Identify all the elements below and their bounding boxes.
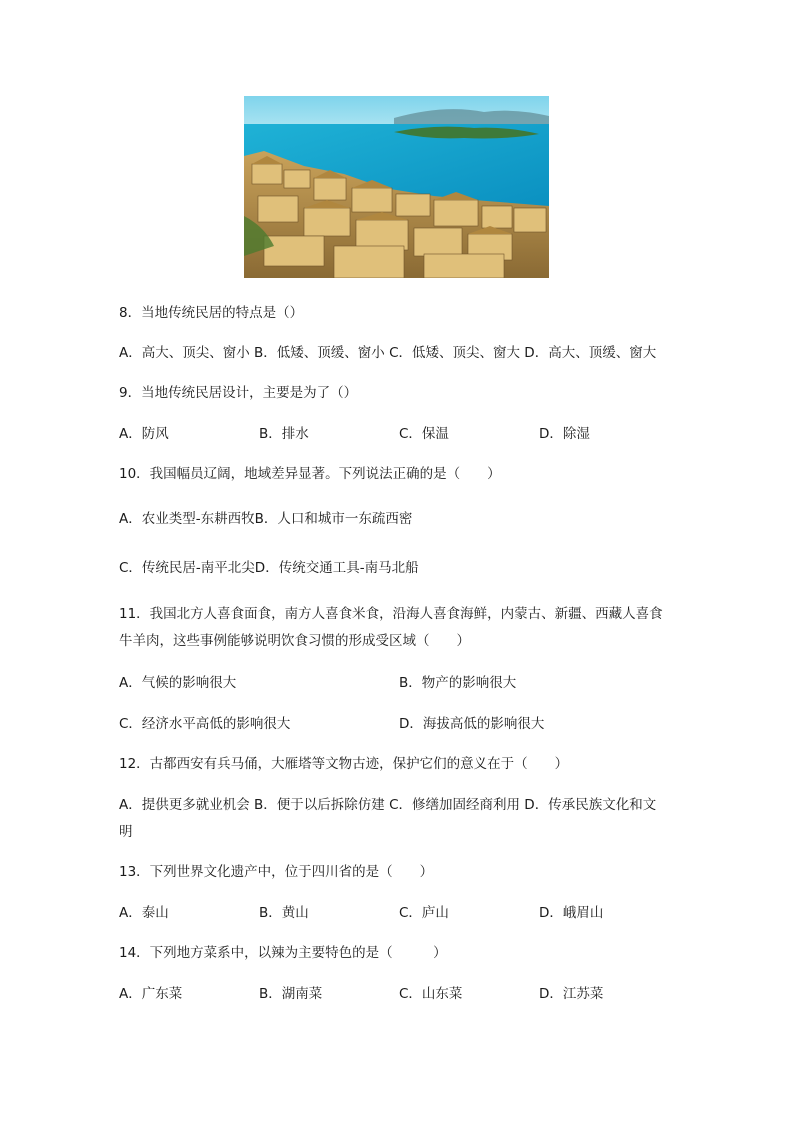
question-11-option-d: D．海拔高低的影响很大	[399, 716, 545, 732]
question-12-options-line-1: A．提供更多就业机会 B．便于以后拆除仿建 C．修缮加固经商利用 D．传承民族文化和文	[119, 797, 657, 813]
question-10-options-line-2: C．传统民居-南平北尖D．传统交通工具-南马北船	[119, 560, 419, 576]
question-13-option-b: B．黄山	[259, 905, 309, 921]
question-13-stem: 13．下列世界文化遗产中，位于四川省的是（ ）	[119, 864, 434, 880]
question-13-option-d: D．峨眉山	[539, 905, 604, 921]
question-10-options-line-1: A．农业类型-东耕西牧B．人口和城市一东疏西密	[119, 511, 413, 527]
question-8-options: A．高大、顶尖、窗小 B．低矮、顶缓、窗小 C．低矮、顶尖、窗大 D．高大、顶缓、窗大	[119, 345, 657, 361]
question-9-option-c: C．保温	[399, 426, 449, 442]
question-9-option-b: B．排水	[259, 426, 309, 442]
question-11-option-a: A．气候的影响很大	[119, 675, 237, 691]
question-12-stem: 12．古都西安有兵马俑，大雁塔等文物古迹，保护它们的意义在于（ ）	[119, 756, 569, 772]
question-9-stem: 9．当地传统民居设计，主要是为了（）	[119, 385, 358, 401]
question-13-option-c: C．庐山	[399, 905, 449, 921]
question-12-options-line-2: 明	[119, 824, 133, 840]
question-8-stem: 8．当地传统民居的特点是（）	[119, 305, 304, 321]
coastal-town-photo	[244, 96, 549, 278]
question-13-option-a: A．泰山	[119, 905, 169, 921]
question-14-option-d: D．江苏菜	[539, 986, 604, 1002]
question-10-stem: 10．我国幅员辽阔，地域差异显著。下列说法正确的是（ ）	[119, 466, 501, 482]
question-14-option-b: B．湖南菜	[259, 986, 323, 1002]
question-14-option-a: A．广东菜	[119, 986, 183, 1002]
question-11-stem-line-2: 牛羊肉，这些事例能够说明饮食习惯的形成受区域（ ）	[119, 633, 470, 649]
question-9-option-a: A．防风	[119, 426, 169, 442]
question-9-option-d: D．除湿	[539, 426, 590, 442]
question-11-option-c: C．经济水平高低的影响很大	[119, 716, 291, 732]
question-14-option-c: C．山东菜	[399, 986, 463, 1002]
question-14-stem: 14．下列地方菜系中，以辣为主要特色的是（ ）	[119, 945, 447, 961]
question-11-option-b: B．物产的影响很大	[399, 675, 517, 691]
question-11-stem-line-1: 11．我国北方人喜食面食，南方人喜食米食，沿海人喜食海鲜，内蒙古、新疆、西藏人喜食	[119, 606, 663, 622]
